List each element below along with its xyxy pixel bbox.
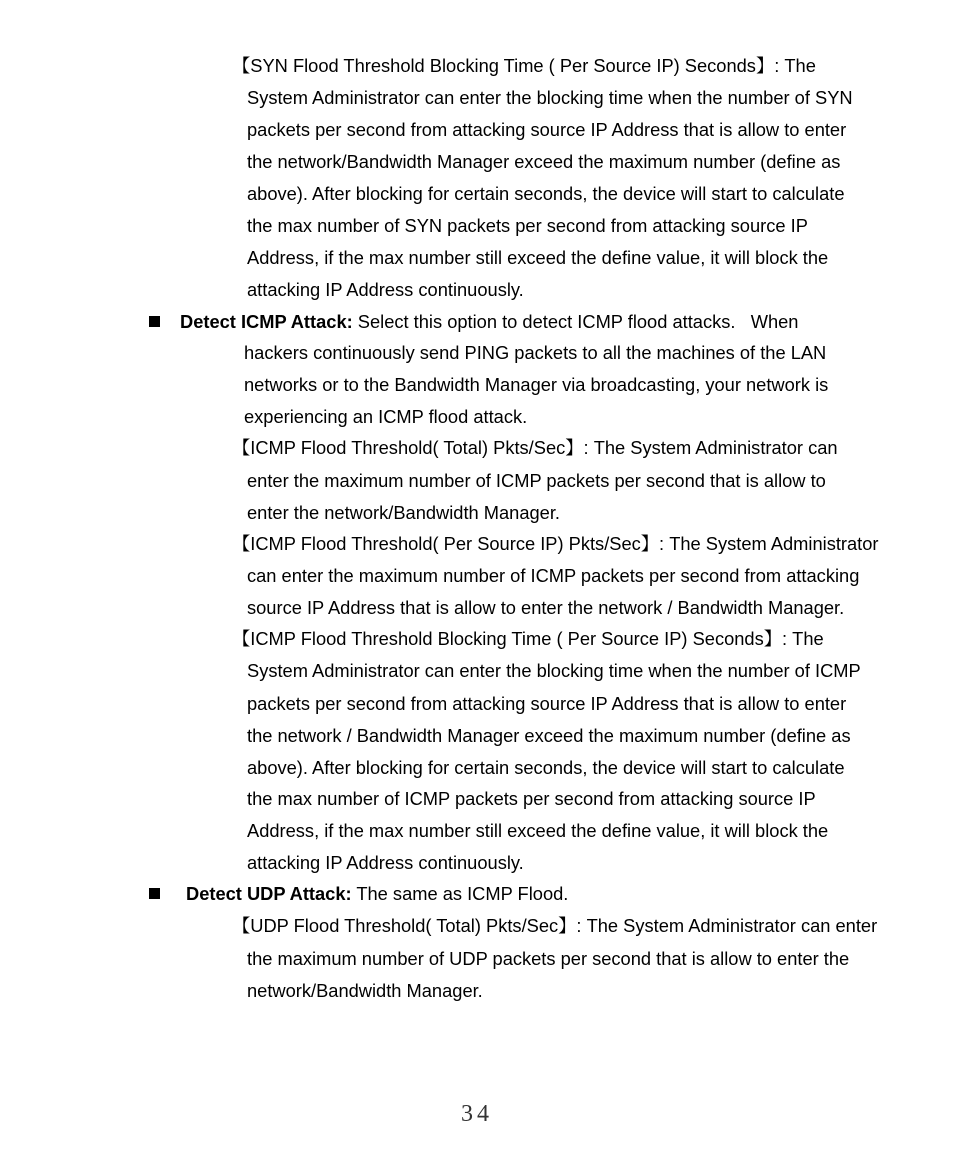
icmp-heading: Detect ICMP Attack: xyxy=(180,311,353,332)
text-line: packets per second from attacking source IP Address that is allow to enter xyxy=(247,119,847,140)
text-line: the network/Bandwidth Manager exceed the maximum number (define as xyxy=(247,151,841,172)
text-line: the max number of SYN packets per second from attacking source IP xyxy=(247,215,808,236)
text-line: above). After blocking for certain seconds, the device will start to calculate xyxy=(247,757,845,778)
text-line: above). After blocking for certain seconds, the device will start to calculate xyxy=(247,183,845,204)
icmp-heading-line xyxy=(180,311,798,333)
text-line: can enter the maximum number of ICMP packets per second from attacking xyxy=(247,565,860,586)
udp-heading: Detect UDP Attack: xyxy=(186,883,352,904)
page-number: 34 xyxy=(461,1101,493,1127)
text-line: packets per second from attacking source IP Address that is allow to enter xyxy=(247,693,847,714)
text-line: networks or to the Bandwidth Manager via broadcasting, your network is xyxy=(244,374,829,395)
text-line: hackers continuously send PING packets to all the machines of the LAN xyxy=(244,342,827,363)
text-line: attacking IP Address continuously. xyxy=(247,852,524,873)
text-line: 【ICMP Flood Threshold( Per Source IP) Pkts/Sec】: The System Administrator xyxy=(232,533,879,554)
text-line: the maximum number of UDP packets per second that is allow to enter the xyxy=(247,948,850,969)
udp-heading-text: The same as ICMP Flood. xyxy=(351,883,569,904)
text-line: experiencing an ICMP flood attack. xyxy=(244,406,528,427)
udp-heading-line xyxy=(186,883,568,905)
text-line: System Administrator can enter the blocking time when the number of ICMP xyxy=(247,660,861,681)
text-line: 【SYN Flood Threshold Blocking Time ( Per Source IP) Seconds】: The xyxy=(232,55,816,76)
text-line: enter the maximum number of ICMP packets per second that is allow to xyxy=(247,470,826,491)
square-bullet-icon xyxy=(149,888,160,899)
square-bullet-icon xyxy=(149,316,160,327)
text-line: enter the network/Bandwidth Manager. xyxy=(247,502,561,523)
text-line: network/Bandwidth Manager. xyxy=(247,980,483,1001)
text-line: the network / Bandwidth Manager exceed the maximum number (define as xyxy=(247,725,851,746)
text-line: System Administrator can enter the blocking time when the number of SYN xyxy=(247,87,853,108)
icmp-heading-text: Select this option to detect ICMP flood attacks. When xyxy=(352,311,799,332)
text-line: 【UDP Flood Threshold( Total) Pkts/Sec】: The System Administrator can enter xyxy=(232,915,878,936)
text-line: source IP Address that is allow to enter the network / Bandwidth Manager. xyxy=(247,597,845,618)
text-line: Address, if the max number still exceed the define value, it will block the xyxy=(247,247,829,268)
text-line: Address, if the max number still exceed the define value, it will block the xyxy=(247,820,829,841)
text-line: attacking IP Address continuously. xyxy=(247,279,524,300)
text-line: 【ICMP Flood Threshold( Total) Pkts/Sec】: The System Administrator can xyxy=(232,437,838,458)
text-line: 【ICMP Flood Threshold Blocking Time ( Per Source IP) Seconds】: The xyxy=(232,628,824,649)
text-line: the max number of ICMP packets per second from attacking source IP xyxy=(247,788,816,809)
